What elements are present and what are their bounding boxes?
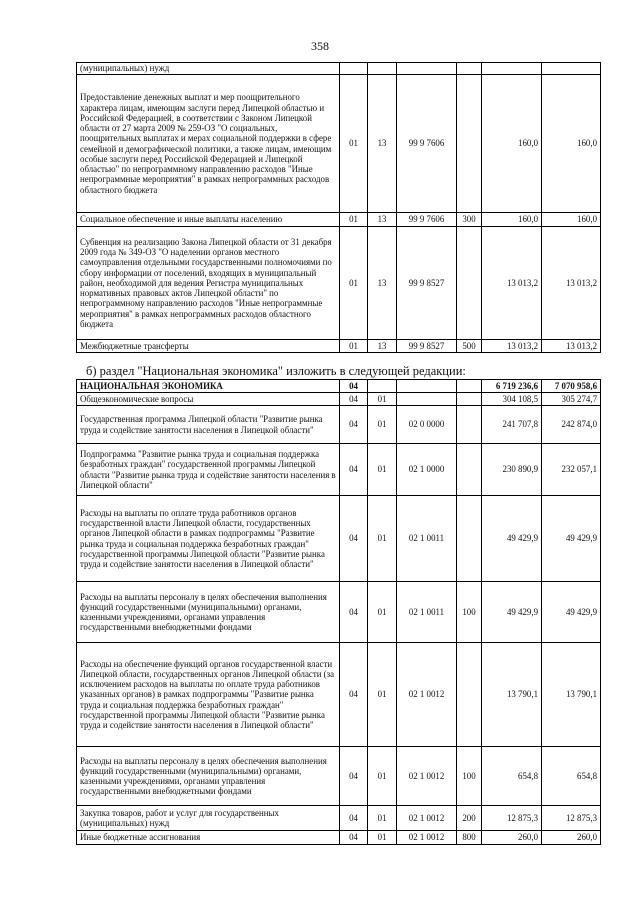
row-description: Закупка товаров, работ и услуг для государственных (муниципальных) нужд — [77, 806, 340, 831]
row-description: Подпрограмма "Развитие рынка труда и социальная поддержка безработных граждан" государственной программы Липецкой области "Развитие рынка труда и содействие занятости населения в Липецкой области" — [77, 444, 340, 496]
amount-year-1: 160,0 — [482, 213, 542, 227]
amount-year-2: 7 070 958,6 — [542, 380, 601, 393]
expense-type-code — [457, 227, 482, 340]
amount-year-2: 13 790,1 — [542, 643, 601, 747]
section-code: 04 — [340, 806, 368, 831]
row-description: Межбюджетные трансферты — [77, 340, 340, 353]
target-article-code — [397, 380, 457, 393]
amount-year-2: 232 057,1 — [542, 444, 601, 496]
section-code: 04 — [340, 444, 368, 496]
target-article-code: 99 9 8527 — [397, 227, 457, 340]
section-code: 04 — [340, 643, 368, 747]
table-row — [77, 227, 601, 340]
table-row — [77, 213, 601, 227]
expense-type-code — [457, 496, 482, 582]
amount-year-2: 260,0 — [542, 831, 601, 845]
subsection-code: 13 — [368, 213, 397, 227]
amount-year-2: 12 875,3 — [542, 806, 601, 831]
amount-year-2: 13 013,2 — [542, 227, 601, 340]
budget-table-top — [76, 62, 601, 353]
table-row — [77, 63, 601, 75]
section-code: 04 — [340, 496, 368, 582]
target-article-code: 02 0 0000 — [397, 406, 457, 444]
expense-type-code — [457, 444, 482, 496]
amount-year-1: 49 429,9 — [482, 496, 542, 582]
amount-year-1 — [482, 63, 542, 75]
section-code: 04 — [340, 380, 368, 393]
amount-year-1: 12 875,3 — [482, 806, 542, 831]
subsection-code: 13 — [368, 75, 397, 213]
subsection-code: 13 — [368, 227, 397, 340]
amount-year-1: 160,0 — [482, 75, 542, 213]
amount-year-1: 13 013,2 — [482, 340, 542, 353]
table-row — [77, 643, 601, 747]
target-article-code: 02 1 0011 — [397, 582, 457, 643]
subsection-code: 01 — [368, 806, 397, 831]
table-row — [77, 496, 601, 582]
expense-type-code: 300 — [457, 213, 482, 227]
section-code: 04 — [340, 393, 368, 406]
expense-type-code: 200 — [457, 806, 482, 831]
expense-type-code: 500 — [457, 340, 482, 353]
expense-type-code — [457, 393, 482, 406]
target-article-code — [397, 393, 457, 406]
target-article-code: 02 1 0011 — [397, 496, 457, 582]
amount-year-2: 160,0 — [542, 75, 601, 213]
amount-year-1: 230 890,9 — [482, 444, 542, 496]
expense-type-code — [457, 75, 482, 213]
row-description: Предоставление денежных выплат и мер поощрительного характера лицам, имеющим заслуги перед Липецкой областью и Российской Федерацией, в соответствии с Законом Липецкой области от 27 марта 2009 № 259-ОЗ "О социальных, поощрительных выплатах и мерах социальной поддержки в сфере семейной и демографической политики, а также лицам, имеющим особые заслуги перед Российской Федерацией и Липецкой областью" по непрограммному направлению расходов "Иные непрограммные мероприятия" в рамках непрограммных расходов областного бюджета — [77, 75, 340, 213]
amount-year-2: 13 013,2 — [542, 340, 601, 353]
subsection-code — [368, 63, 397, 75]
row-description: Социальное обеспечение и иные выплаты населению — [77, 213, 340, 227]
amount-year-2: 49 429,9 — [542, 582, 601, 643]
table-row — [77, 75, 601, 213]
expense-type-code: 100 — [457, 747, 482, 806]
amount-year-1: 304 108,5 — [482, 393, 542, 406]
subsection-code: 01 — [368, 496, 397, 582]
row-description: Расходы на выплаты по оплате труда работников органов государственной власти Липецкой области, государственных органов Липецкой области в рамках подпрограммы "Развитие рынка труда и социальная поддержка безработных граждан" государственной программы Липецкой области "Развитие рынка труда и содействие занятости населения в Липецкой области" — [77, 496, 340, 582]
subsection-code: 01 — [368, 831, 397, 845]
target-article-code: 99 9 8527 — [397, 340, 457, 353]
target-article-code: 99 9 7606 — [397, 75, 457, 213]
table-row — [77, 406, 601, 444]
subsection-code: 01 — [368, 582, 397, 643]
table-row — [77, 393, 601, 406]
amount-year-2: 305 274,7 — [542, 393, 601, 406]
subsection-code — [368, 380, 397, 393]
row-description: Расходы на выплаты персоналу в целях обеспечения выполнения функций государственными (муниципальными) органами, казенными учреждениями, органами управления государственными внебюджетными фондами — [77, 747, 340, 806]
table-row — [77, 831, 601, 845]
target-article-code: 99 9 7606 — [397, 213, 457, 227]
table-row — [77, 582, 601, 643]
row-description: (муниципальных) нужд — [77, 63, 340, 75]
section-heading: б) раздел "Национальная экономика" изложить в следующей редакции: — [86, 364, 466, 378]
target-article-code: 02 1 0000 — [397, 444, 457, 496]
subsection-code: 01 — [368, 444, 397, 496]
amount-year-1: 241 707,8 — [482, 406, 542, 444]
amount-year-2: 654,8 — [542, 747, 601, 806]
section-code: 04 — [340, 831, 368, 845]
table-row — [77, 380, 601, 393]
amount-year-1: 13 013,2 — [482, 227, 542, 340]
section-code: 01 — [340, 227, 368, 340]
amount-year-1: 260,0 — [482, 831, 542, 845]
section-code: 01 — [340, 75, 368, 213]
target-article-code: 02 1 0012 — [397, 643, 457, 747]
table-row — [77, 340, 601, 353]
target-article-code: 02 1 0012 — [397, 831, 457, 845]
row-description: Субвенция на реализацию Закона Липецкой области от 31 декабря 2009 года № 349-ОЗ "О наделении органов местного самоуправления отдельными государственными полномочиями по сбору информации от поселений, входящих в муниципальный район, необходимой для ведения Регистра муниципальных нормативных правовых актов Липецкой области" по непрограммному направлению расходов "Иные непрограммные мероприятия" в рамках непрограммных расходов областного бюджета — [77, 227, 340, 340]
expense-type-code: 100 — [457, 582, 482, 643]
expense-type-code: 800 — [457, 831, 482, 845]
amount-year-2: 49 429,9 — [542, 496, 601, 582]
row-description: Государственная программа Липецкой области "Развитие рынка труда и содействие занятости населения в Липецкой области" — [77, 406, 340, 444]
amount-year-1: 6 719 236,6 — [482, 380, 542, 393]
expense-type-code — [457, 63, 482, 75]
expense-type-code — [457, 380, 482, 393]
table-row — [77, 806, 601, 831]
subsection-code: 13 — [368, 340, 397, 353]
section-code: 04 — [340, 582, 368, 643]
subsection-code: 01 — [368, 406, 397, 444]
amount-year-1: 13 790,1 — [482, 643, 542, 747]
row-description: Расходы на выплаты персоналу в целях обеспечения выполнения функций государственными (муниципальными) органами, казенными учреждениями, органами управления государственными внебюджетными фондами — [77, 582, 340, 643]
page-number: 358 — [311, 39, 329, 53]
expense-type-code — [457, 406, 482, 444]
amount-year-2: 160,0 — [542, 213, 601, 227]
target-article-code: 02 1 0012 — [397, 806, 457, 831]
subsection-code: 01 — [368, 747, 397, 806]
section-code: 01 — [340, 340, 368, 353]
row-description: Иные бюджетные ассигнования — [77, 831, 340, 845]
amount-year-2 — [542, 63, 601, 75]
table-row — [77, 747, 601, 806]
amount-year-1: 49 429,9 — [482, 582, 542, 643]
table-row — [77, 444, 601, 496]
amount-year-1: 654,8 — [482, 747, 542, 806]
subsection-code: 01 — [368, 643, 397, 747]
target-article-code — [397, 63, 457, 75]
section-code: 04 — [340, 747, 368, 806]
row-description: НАЦИОНАЛЬНАЯ ЭКОНОМИКА — [77, 380, 340, 393]
target-article-code: 02 1 0012 — [397, 747, 457, 806]
section-code: 04 — [340, 406, 368, 444]
section-code: 01 — [340, 213, 368, 227]
row-description: Расходы на обеспечение функций органов государственной власти Липецкой области, государственных органов Липецкой области (за исключением расходов на выплаты по оплате труда работников указанных органов) в рамках подпрограммы "Развитие рынка труда и социальная поддержка безработных граждан" государственной программы Липецкой области "Развитие рынка труда и содействие занятости населения в Липецкой области" — [77, 643, 340, 747]
section-code — [340, 63, 368, 75]
expense-type-code — [457, 643, 482, 747]
budget-table-bottom — [76, 379, 601, 845]
subsection-code: 01 — [368, 393, 397, 406]
row-description: Общеэкономические вопросы — [77, 393, 340, 406]
amount-year-2: 242 874,0 — [542, 406, 601, 444]
